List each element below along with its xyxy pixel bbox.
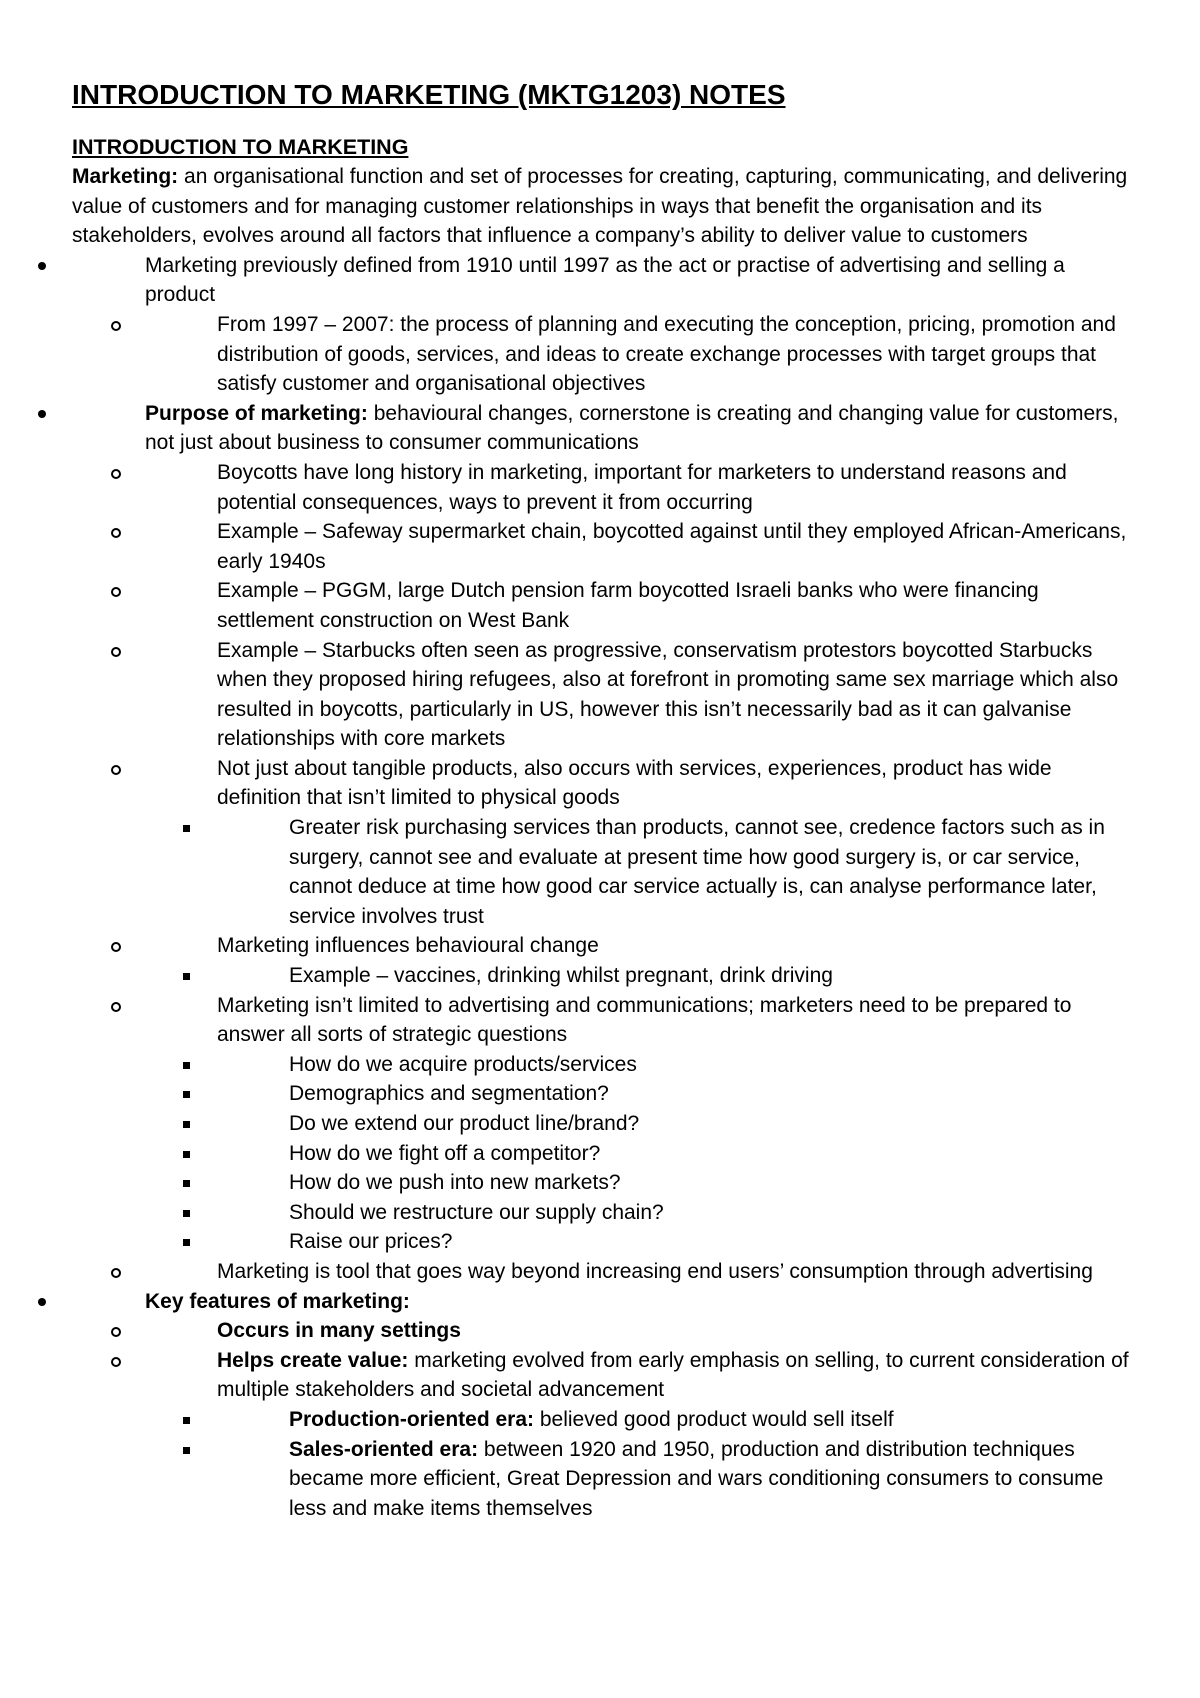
- bullet-square-icon: [183, 1447, 190, 1454]
- sub-sub-list: [217, 961, 1140, 991]
- bullet-circle-icon: [111, 942, 121, 952]
- list-item: [217, 813, 1140, 931]
- key-features-term: Key features of marketing:: [145, 1289, 410, 1313]
- list-item-text: Boycotts have long history in marketing, important for marketers to understand reasons and potential consequences, ways to prevent it from occurring: [217, 460, 1067, 514]
- bullet-circle-icon: [111, 469, 121, 479]
- bullet-circle-icon: [111, 1357, 121, 1367]
- list-item: [145, 636, 1140, 754]
- list-item-text: How do we fight off a competitor?: [289, 1141, 601, 1165]
- list-item: [217, 1139, 1140, 1169]
- sub-list: [145, 1316, 1140, 1523]
- bullet-circle-icon: [111, 765, 121, 775]
- list-item-text: Do we extend our product line/brand?: [289, 1112, 640, 1135]
- list-item: [145, 1316, 1140, 1346]
- bullet-circle-icon: [111, 587, 121, 597]
- list-item: [217, 1079, 1140, 1109]
- list-item: [72, 399, 1140, 1287]
- bullet-square-icon: [183, 1121, 190, 1128]
- bullet-square-icon: [183, 1062, 190, 1069]
- bullet-disc-icon: [38, 262, 46, 270]
- list-item-text: How do we acquire products/services: [289, 1052, 637, 1076]
- sub-sub-list: [217, 1405, 1140, 1523]
- list-item-text: Example – Starbucks often seen as progressive, conservatism protestors boycotted Starbucks when they proposed hiring refugees, also at forefront in promoting same sex marriage which also resulted in boycotts, particularly in US, however this isn’t necessarily bad as it can galvanise relationships with core markets: [217, 638, 1119, 751]
- bullet-square-icon: [183, 1091, 190, 1098]
- bullet-list: [72, 251, 1140, 1524]
- list-item-term: Occurs in many settings: [217, 1319, 461, 1343]
- bullet-circle-icon: [111, 647, 121, 657]
- bullet-square-icon: [183, 1417, 190, 1424]
- list-item: [217, 1435, 1140, 1524]
- bullet-square-icon: [183, 1239, 190, 1246]
- list-item: [72, 1287, 1140, 1524]
- bullet-square-icon: [183, 1151, 190, 1158]
- list-item: [145, 310, 1140, 399]
- bullet-square-icon: [183, 1180, 190, 1187]
- list-item-term: Helps create value:: [217, 1348, 409, 1372]
- list-item-text: Marketing previously defined from 1910 until 1997 as the act or practise of advertising and selling a product: [145, 253, 1065, 307]
- list-item-term: Sales-oriented era:: [289, 1437, 479, 1461]
- list-item-text: Example – vaccines, drinking whilst pregnant, drink driving: [289, 964, 833, 988]
- section-heading: INTRODUCTION TO MARKETING: [72, 135, 409, 159]
- list-item-text: marketing evolved from early emphasis on selling, to current consideration of multiple stakeholders and societal advancement: [217, 1348, 1129, 1402]
- bullet-disc-icon: [38, 1298, 46, 1306]
- list-item: [145, 576, 1140, 635]
- definition-term: Marketing:: [72, 165, 179, 188]
- list-item-text: Marketing isn’t limited to advertising and communications; marketers need to be prepared to answer all sorts of strategic questions: [217, 993, 1072, 1047]
- list-item-text: Greater risk purchasing services than products, cannot see, credence factors such as in surgery, cannot see and evaluate at present time how good surgery is, or car service, cannot deduce at time how good car service actually is, can analyse performance later, service involves trust: [289, 816, 1105, 928]
- list-item: [145, 517, 1140, 576]
- list-item: [217, 1227, 1140, 1257]
- list-item-text: Example – Safeway supermarket chain, boycotted against until they employed African-Americans, early 1940s: [217, 520, 1127, 573]
- list-item: [72, 251, 1140, 399]
- bullet-square-icon: [183, 825, 190, 832]
- list-item: [217, 1168, 1140, 1198]
- list-item: [217, 1050, 1140, 1080]
- list-item-text: Demographics and segmentation?: [289, 1082, 609, 1106]
- sub-list: [145, 458, 1140, 1287]
- purpose-term: Purpose of marketing:: [145, 401, 368, 425]
- bullet-circle-icon: [111, 528, 121, 538]
- list-item-text: From 1997 – 2007: the process of planning and executing the conception, pricing, promotion and distribution of goods, services, and ideas to create exchange processes with target groups that satisfy customer and organisational objectives: [217, 312, 1116, 396]
- definition-text: an organisational function and set of processes for creating, capturing, communicating, and delivering value of customers and for managing customer relationships in ways that benefit the organisation and its stakeholders, evolves around all factors that influence a company’s ability to deliver value to customers: [72, 165, 1128, 248]
- bullet-circle-icon: [111, 1327, 121, 1337]
- list-item: [145, 1346, 1140, 1524]
- bullet-circle-icon: [111, 1268, 121, 1278]
- list-item-text: believed good product would sell itself: [534, 1407, 894, 1431]
- bullet-disc-icon: [38, 410, 46, 418]
- document-title: INTRODUCTION TO MARKETING (MKTG1203) NOTES: [72, 79, 786, 110]
- sub-sub-list: [217, 813, 1140, 931]
- list-item-text: Not just about tangible products, also occurs with services, experiences, product has wide definition that isn’t limited to physical goods: [217, 756, 1052, 810]
- list-item-text: behavioural changes, cornerstone is creating and changing value for customers, not just about business to consumer communications: [145, 401, 1119, 455]
- list-item-text: How do we push into new markets?: [289, 1171, 621, 1195]
- list-item: [145, 931, 1140, 990]
- list-item: [145, 991, 1140, 1257]
- bullet-circle-icon: [111, 321, 121, 331]
- list-item-term: Production-oriented era:: [289, 1407, 535, 1431]
- list-item: [145, 1257, 1140, 1287]
- bullet-square-icon: [183, 973, 190, 980]
- list-item-text: Example – PGGM, large Dutch pension farm boycotted Israeli banks who were financing settlement construction on West Bank: [217, 579, 1039, 632]
- list-item: [145, 754, 1140, 932]
- list-item-text: Should we restructure our supply chain?: [289, 1200, 664, 1224]
- list-item-text: Marketing influences behavioural change: [217, 934, 599, 958]
- list-item: [145, 458, 1140, 517]
- list-item: [217, 1109, 1140, 1139]
- sub-sub-list: [217, 1050, 1140, 1257]
- list-item-text: Raise our prices?: [289, 1230, 453, 1254]
- sub-list: [145, 310, 1140, 399]
- list-item-text: Marketing is tool that goes way beyond increasing end users’ consumption through advertising: [217, 1259, 1093, 1283]
- list-item: [217, 961, 1140, 991]
- marketing-definition: [72, 162, 1140, 251]
- list-item: [217, 1198, 1140, 1228]
- list-item: [217, 1405, 1140, 1435]
- bullet-circle-icon: [111, 1002, 121, 1012]
- bullet-square-icon: [183, 1210, 190, 1217]
- list-item-text: between 1920 and 1950, production and distribution techniques became more efficient, Great Depression and wars conditioning consumers to consume less and make items themselves: [289, 1437, 1104, 1520]
